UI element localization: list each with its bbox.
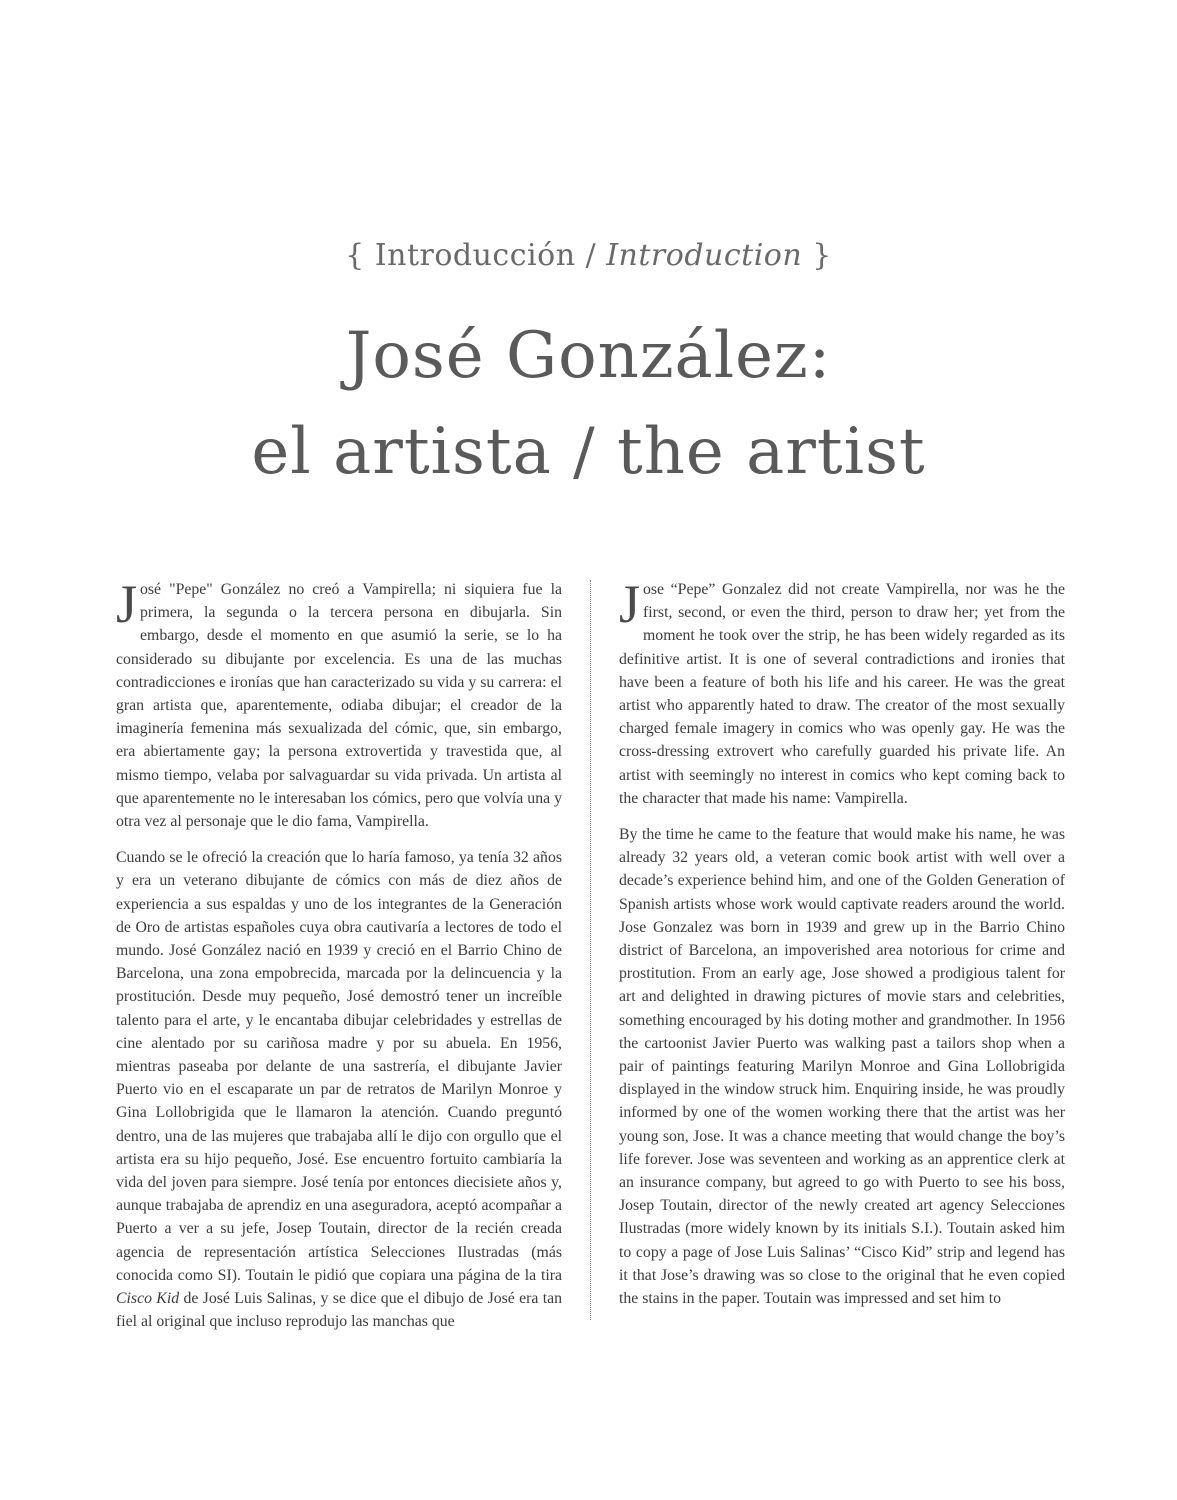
drop-cap: J — [619, 574, 641, 634]
drop-cap: J — [116, 574, 138, 634]
spanish-paragraph-1 — [116, 574, 562, 833]
spanish-paragraph-2 — [116, 846, 562, 1333]
spanish-paragraph-2-italic: Cisco Kid — [116, 1290, 180, 1308]
kicker-english: Introduction — [606, 238, 803, 273]
english-paragraph-1-text: ose “Pepe” Gonzalez did not create Vampirella, nor was he the first, second, or even the third, person to draw her; yet from the moment he took over the strip, he has been widely regarded as its definitive artist. It is one of several contradictions and ironies that have been a feature of both his life and his career. He was the great artist who apparently hated to draw. The creator of the most sexually charged female imagery in comics who was openly gay. He was the cross-dressing extrovert who carefully guarded his private life. An artist with seemingly no interest in comics who kept coming back to the character that made his name: Vampirella. — [619, 581, 1065, 807]
english-paragraph-1 — [619, 574, 1065, 810]
kicker-close: } — [802, 238, 832, 273]
column-divider — [590, 580, 591, 1320]
spanish-column — [116, 574, 562, 1347]
english-column — [619, 574, 1065, 1323]
kicker-spanish: { Introducción / — [345, 238, 607, 273]
spanish-paragraph-2-text-b: de José Luis Salinas, y se dice que el dibujo de José era tan fiel al original que incluso reprodujo las manchas que — [116, 1290, 562, 1331]
title-line-1: José González: — [345, 319, 832, 393]
section-kicker — [0, 238, 1177, 273]
title-line-2: el artista / the artist — [251, 415, 926, 489]
english-paragraph-2: By the time he came to the feature that would make his name, he was already 32 years old, a veteran comic book artist with well over a decade’s experience behind him, and one of the Golden Generation of Spanish artists whose work would captivate readers around the world. Jose Gonzalez was born in 1939 and grew up in the Barrio Chino district of Barcelona, an impoverished area notorious for crime and prostitution. From an early age, Jose showed a prodigious talent for art and delighted in drawing pictures of movie stars and celebrities, something encouraged by his doting mother and grandmother. In 1956 the cartoonist Javier Puerto was walking past a tailors shop when a pair of paintings featuring Marilyn Monroe and Gina Lollobrigida displayed in the window struck him. Enquiring inside, he was proudly informed by one of the women working there that the artist was her young son, Jose. It was a chance meeting that would change the boy’s life forever. Jose was seventeen and working as an apprentice clerk at an insurance company, but agreed to go with Puerto to see his boss, Josep Toutain, director of the newly created art agency Selecciones Ilustradas (more widely known by its initials S.I.). Toutain asked him to copy a page of Jose Luis Salinas’ “Cisco Kid” strip and legend has it that Jose’s drawing was so close to the original that he even copied the stains in the paper. Toutain was impressed and set him to — [619, 826, 1065, 1308]
spanish-paragraph-1-text: osé "Pepe" González no creó a Vampirella; ni siquiera fue la primera, la segunda o la tercera persona en dibujarla. Sin embargo, desde el momento en que asumió la serie, se lo ha considerado su dibujante por excelencia. Es una de las muchas contradicciones e ironías que han caracterizado su vida y su carrera: el gran artista que, aparentemente, odiaba dibujar; el creador de la imaginería femenina más sexualizada del cómic, que, sin embargo, era abiertamente gay; la persona extrovertida y travestida que, al mismo tiempo, velaba por salvaguardar su vida privada. Un artista al que aparentemente no le interesaban los cómics, pero que volvía una y otra vez al personaje que le dio fama, Vampirella. — [116, 581, 562, 831]
page-title — [0, 308, 1177, 500]
spanish-paragraph-2-text-a: Cuando se le ofreció la creación que lo haría famoso, ya tenía 32 años y era un veterano dibujante de cómics con más de diez años de experiencia a sus espaldas y uno de los integrantes de la Generación de Oro de artistas españoles cuya obra cautivaría a lectores de todo el mundo. José González nació en 1939 y creció en el Barrio Chino de Barcelona, una zona empobrecida, marcada por la delincuencia y la prostitución. Desde muy pequeño, José demostró tener un increíble talento para el arte, y le encantaba dibujar celebridades y estrellas de cine alentado por su cariñosa madre y por su abuela. En 1956, mientras paseaba por delante de una sastrería, el dibujante Javier Puerto vio en el escaparate un par de retratos de Marilyn Monroe y Gina Lollobrigida que le llamaron la atención. Cuando preguntó dentro, una de las mujeres que trabajaba allí le dijo con orgullo que el artista era su hijo pequeño, José. Ese encuentro fortuito cambiaría la vida del joven para siempre. José tenía por entonces diecisiete años y, aunque trabajaba de aprendiz en una aseguradora, aceptó acompañar a Puerto a ver a su jefe, Josep Toutain, director de la recién creada agencia de representación artística Selecciones Ilustradas (más conocida como SI). Toutain le pidió que copiara una página de la tira — [116, 849, 562, 1284]
